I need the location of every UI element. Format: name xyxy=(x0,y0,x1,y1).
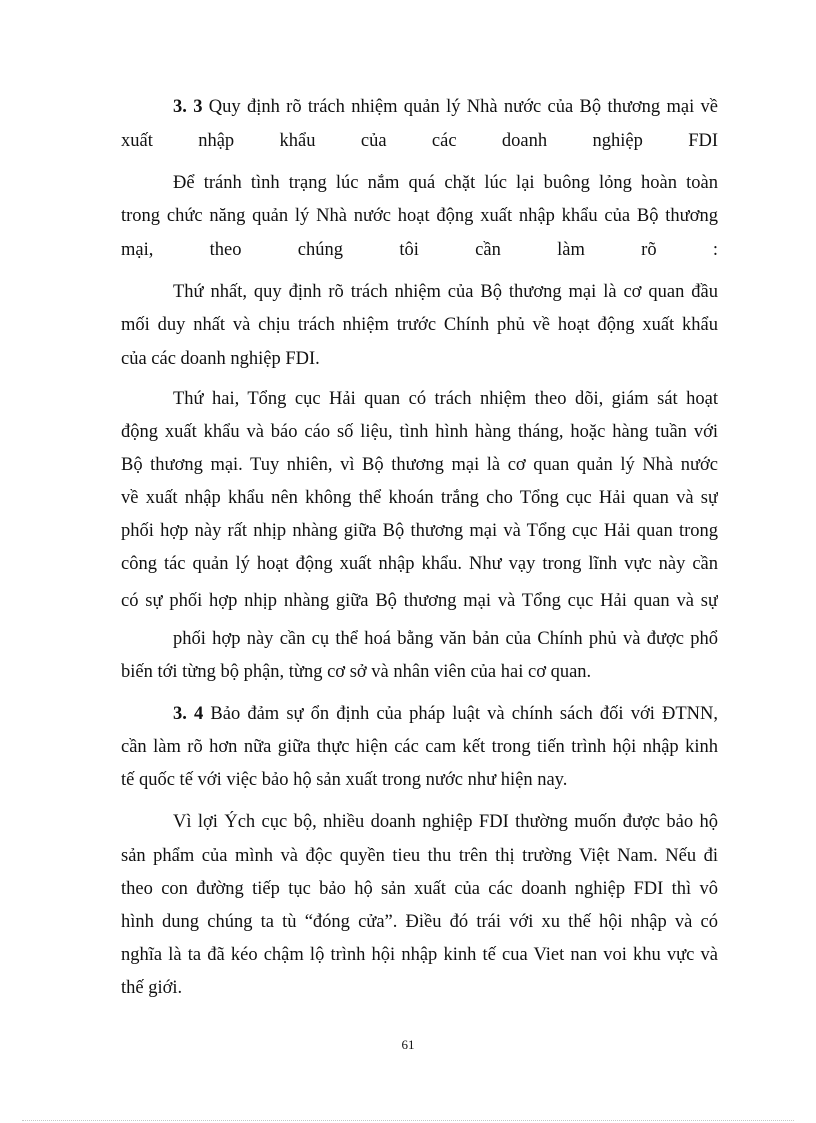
interest-paragraph-line-4: hình dung chúng ta tù “đóng cửa”. Điều đó trái với xu thế hội nhập và có xyxy=(121,912,718,932)
intro-paragraph-line-1: Để tránh tình trạng lúc nắm quá chặt lúc lại buông lỏng hoàn toàn xyxy=(173,173,718,193)
section-3-4-number: 3. 4 xyxy=(173,704,204,724)
first-point-line-1: Thứ nhất, quy định rõ trách nhiệm của Bộ thương mại là cơ quan đầu xyxy=(173,282,718,302)
second-point-line-1: Thứ hai, Tổng cục Hải quan có trách nhiệm theo dõi, giám sát hoạt xyxy=(173,389,718,409)
second-point-line-7: có sự phối hợp nhịp nhàng giữa Bộ thương mại và Tổng cục Hải quan và sự xyxy=(121,591,718,611)
second-point-line-2: động xuất khẩu và báo cáo số liệu, tình hình hàng tháng, hoặc hàng tuần với xyxy=(121,422,718,442)
section-3-4-line-2: cần làm rõ hơn nữa giữa thực hiện các cam kết trong tiến trình hội nhập kinh xyxy=(121,737,718,757)
second-point-line-5: phối hợp này rất nhịp nhàng giữa Bộ thương mại và Tổng cục Hải quan trong xyxy=(121,521,718,541)
section-3-4-line-3: tế quốc tế với việc bảo hộ sản xuất trong nước như hiện nay. xyxy=(121,770,568,790)
section-3-4-line-1 xyxy=(173,703,718,727)
coordination-paragraph-line-1: phối hợp này cần cụ thể hoá bằng văn bản của Chính phủ và được phổ xyxy=(173,629,718,649)
section-3-3-heading-line-1 xyxy=(173,96,718,120)
page-number: 61 xyxy=(401,1037,415,1052)
section-3-3-heading-line-2: xuất nhập khẩu của các doanh nghiệp FDI xyxy=(121,131,718,151)
second-point-line-4: về xuất nhập khẩu nên không thể khoán trắng cho Tổng cục Hải quan và sự xyxy=(121,488,718,508)
intro-paragraph-line-2: trong chức năng quản lý Nhà nước hoạt động xuất nhập khẩu của Bộ thương xyxy=(121,206,718,226)
interest-paragraph-line-1: Vì lợi Ých cục bộ, nhiều doanh nghiệp FDI thường muốn được bảo hộ xyxy=(173,812,718,832)
coordination-paragraph-line-2: biến tới từng bộ phận, từng cơ sở và nhân viên của hai cơ quan. xyxy=(121,662,592,682)
first-point-line-2: mối duy nhất và chịu trách nhiệm trước Chính phủ về hoạt động xuất khẩu xyxy=(121,315,718,335)
intro-paragraph-line-3: mại, theo chúng tôi cần làm rõ : xyxy=(121,240,718,260)
interest-paragraph-line-2: sản phẩm của mình và độc quyền tieu thu trên thị trường Việt Nam. Nếu đi xyxy=(121,846,718,866)
page-bottom-divider xyxy=(22,1120,794,1121)
interest-paragraph-line-5: nghĩa là ta đã kéo chậm lộ trình hội nhập kinh tế cua Viet nan voi khu vực và xyxy=(121,945,718,965)
second-point-line-6: công tác quản lý hoạt động xuất nhập khẩu. Như vạy trong lĩnh vực này cần xyxy=(121,554,718,574)
second-point-line-3: Bộ thương mại. Tuy nhiên, vì Bộ thương mại là cơ quan quản lý Nhà nước xyxy=(121,455,718,475)
section-3-4-text-part-1: Bảo đảm sự ổn định của pháp luật và chính sách đối với ĐTNN, xyxy=(210,704,718,724)
first-point-line-3: của các doanh nghiệp FDI. xyxy=(121,349,320,369)
section-3-3-title-part-1: Quy định rõ trách nhiệm quản lý Nhà nước của Bộ thương mại về xyxy=(208,97,718,117)
interest-paragraph-line-6: thế giới. xyxy=(121,978,183,998)
interest-paragraph-line-3: theo con đường tiếp tục bảo hộ sản xuất của các doanh nghiệp FDI thì vô xyxy=(121,879,718,899)
section-3-3-number: 3. 3 xyxy=(173,97,203,117)
